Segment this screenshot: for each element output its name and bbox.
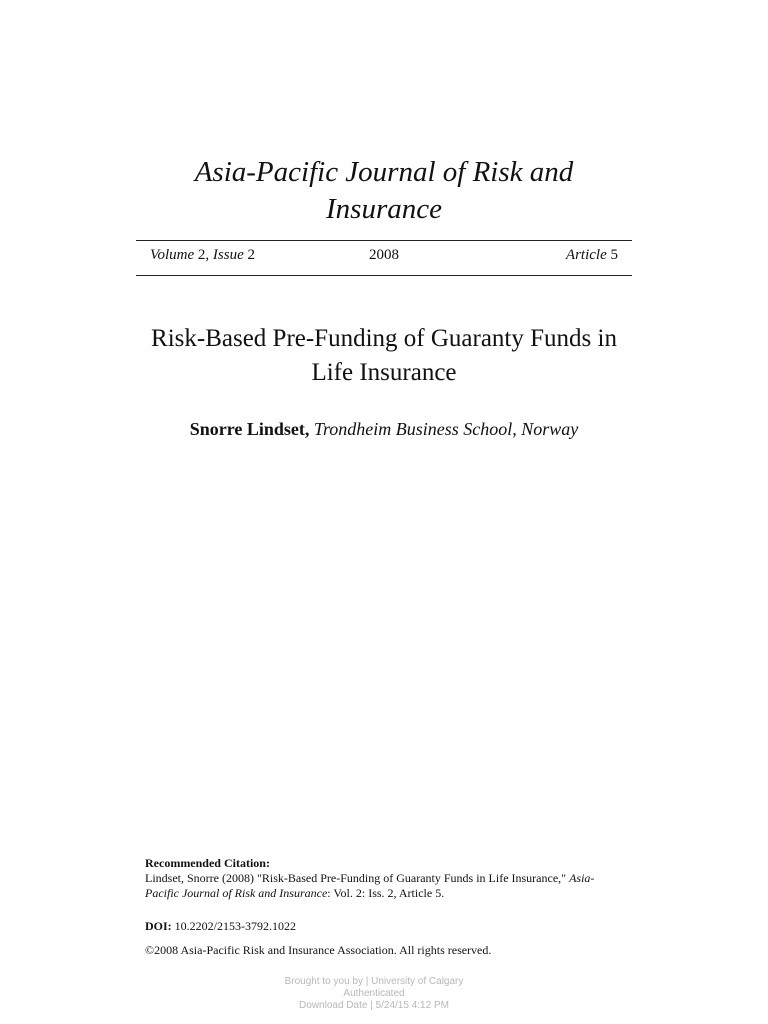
- copyright-notice: ©2008 Asia-Pacific Risk and Insurance Association. All rights reserved.: [145, 943, 492, 957]
- author-line: [0, 419, 768, 440]
- journal-title: [0, 154, 768, 228]
- article-title: [0, 322, 768, 390]
- citation-text: [145, 871, 625, 901]
- volume-label: Volume: [150, 247, 195, 263]
- doi-value[interactable]: 10.2202/2153-3792.1022: [174, 919, 297, 933]
- article-number: [566, 247, 618, 264]
- recommended-citation: [145, 856, 625, 901]
- volume-issue: Volume 2, Issue 2: [150, 247, 255, 263]
- issue-number: 2: [247, 247, 255, 263]
- citation-text-suffix: : Vol. 2: Iss. 2, Article 5.: [327, 886, 445, 900]
- publication-year: 2008: [369, 247, 399, 263]
- author-affiliation: Trondheim Business School, Norway: [313, 419, 579, 439]
- citation-label: Recommended Citation:: [145, 856, 270, 870]
- author-name: Snorre Lindset,: [189, 419, 310, 439]
- watermark-line-3: Download Date | 5/24/15 4:12 PM: [299, 1000, 449, 1011]
- watermark-line-2: Authenticated: [343, 988, 405, 999]
- doi-line: [145, 919, 296, 934]
- citation-journal: Asia-Pacific Journal of Risk and Insurance: [145, 871, 595, 900]
- doi-label: DOI:: [145, 919, 172, 933]
- article-value: 5: [610, 247, 618, 263]
- article-title-line-1: Risk-Based Pre-Funding of Guaranty Funds in: [151, 325, 617, 352]
- journal-title-line-1: Asia-Pacific Journal of Risk and: [194, 156, 574, 188]
- citation-text-prefix: Lindset, Snorre (2008) "Risk-Based Pre-Funding of Guaranty Funds in Life Insurance,": [145, 871, 567, 885]
- download-watermark: [0, 976, 748, 1012]
- volume-number: 2: [197, 247, 206, 263]
- issue-info-bar: [136, 240, 632, 276]
- article-title-line-2: Life Insurance: [311, 359, 457, 386]
- issue-label: Issue: [212, 247, 244, 263]
- watermark-line-1: Brought to you by | University of Calgary: [284, 976, 464, 987]
- journal-title-line-2: Insurance: [326, 193, 442, 225]
- article-label: Article: [565, 247, 607, 263]
